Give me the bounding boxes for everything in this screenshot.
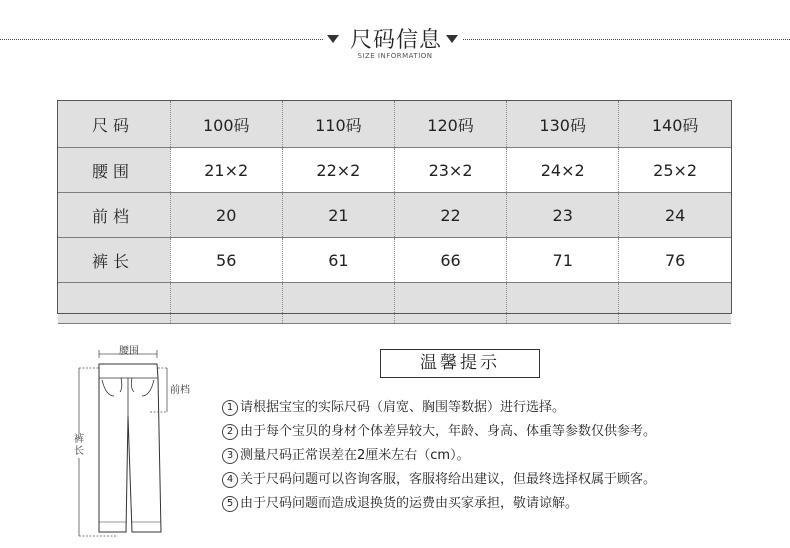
size-table (58, 101, 731, 324)
section-subtitle: SIZE INFORMATION (357, 52, 433, 60)
table-cell: 21 (282, 193, 394, 238)
table-cell: 66 (394, 238, 506, 283)
table-row (58, 193, 731, 238)
tip-text: 关于尺码问题可以咨询客服，客服将给出建议，但最终选择权属于顾客。 (240, 472, 657, 487)
table-cell: 23×2 (394, 148, 506, 193)
tip-text: 由于尺码问题而造成退换货的运费由买家承担，敬请谅解。 (240, 496, 579, 511)
tip-text: 测量尺码正常误差在2厘米左右（cm）。 (240, 448, 470, 463)
column-header: 100码 (170, 101, 282, 148)
section-title: 尺码信息 (349, 28, 442, 53)
table-cell: 61 (282, 238, 394, 283)
header-arrow-left-icon (327, 35, 339, 43)
table-cell: 22×2 (282, 148, 394, 193)
circled-number: 2 (222, 424, 238, 440)
list-item (222, 468, 782, 492)
column-header: 尺码 (58, 101, 170, 148)
table-cell: 24×2 (507, 148, 619, 193)
header-arrow-right-icon (446, 35, 458, 43)
row-label: 腰围 (58, 148, 170, 193)
row-label: 裤长 (58, 238, 170, 283)
column-header: 140码 (619, 101, 731, 148)
column-header: 120码 (394, 101, 506, 148)
table-cell: 24 (619, 193, 731, 238)
circled-number: 5 (222, 496, 238, 512)
pants-icon (66, 344, 206, 544)
table-cell: 25×2 (619, 148, 731, 193)
row-label: 前档 (58, 193, 170, 238)
tips-list (222, 396, 782, 516)
list-item (222, 420, 782, 444)
circled-number: 3 (222, 448, 238, 464)
column-header: 130码 (507, 101, 619, 148)
table-cell: 21×2 (170, 148, 282, 193)
table-cell: 76 (619, 238, 731, 283)
list-item (222, 444, 782, 468)
table-row (58, 238, 731, 283)
tip-text: 由于每个宝贝的身材个体差异较大，年龄、身高、体重等参数仅供参考。 (240, 424, 657, 439)
list-item (222, 396, 782, 420)
circled-number: 4 (222, 472, 238, 488)
table-cell: 20 (170, 193, 282, 238)
tip-text: 请根据宝宝的实际尺码（肩宽、胸围等数据）进行选择。 (240, 400, 566, 415)
table-cell: 23 (507, 193, 619, 238)
column-header: 110码 (282, 101, 394, 148)
table-cell: 22 (394, 193, 506, 238)
pants-diagram (66, 344, 206, 544)
waist-label: 腰围 (119, 346, 139, 357)
table-row-empty (58, 283, 731, 324)
header-divider-right (463, 39, 790, 40)
table-header-row (58, 101, 731, 148)
tips-title: 温馨提示 (380, 349, 540, 378)
circled-number: 1 (222, 400, 238, 416)
table-cell: 56 (170, 238, 282, 283)
table-cell: 71 (507, 238, 619, 283)
header-divider-left (0, 39, 323, 40)
list-item (222, 492, 782, 516)
table-row (58, 148, 731, 193)
front-rise-label: 前档 (170, 385, 190, 396)
length-label: 裤长 (74, 434, 84, 457)
